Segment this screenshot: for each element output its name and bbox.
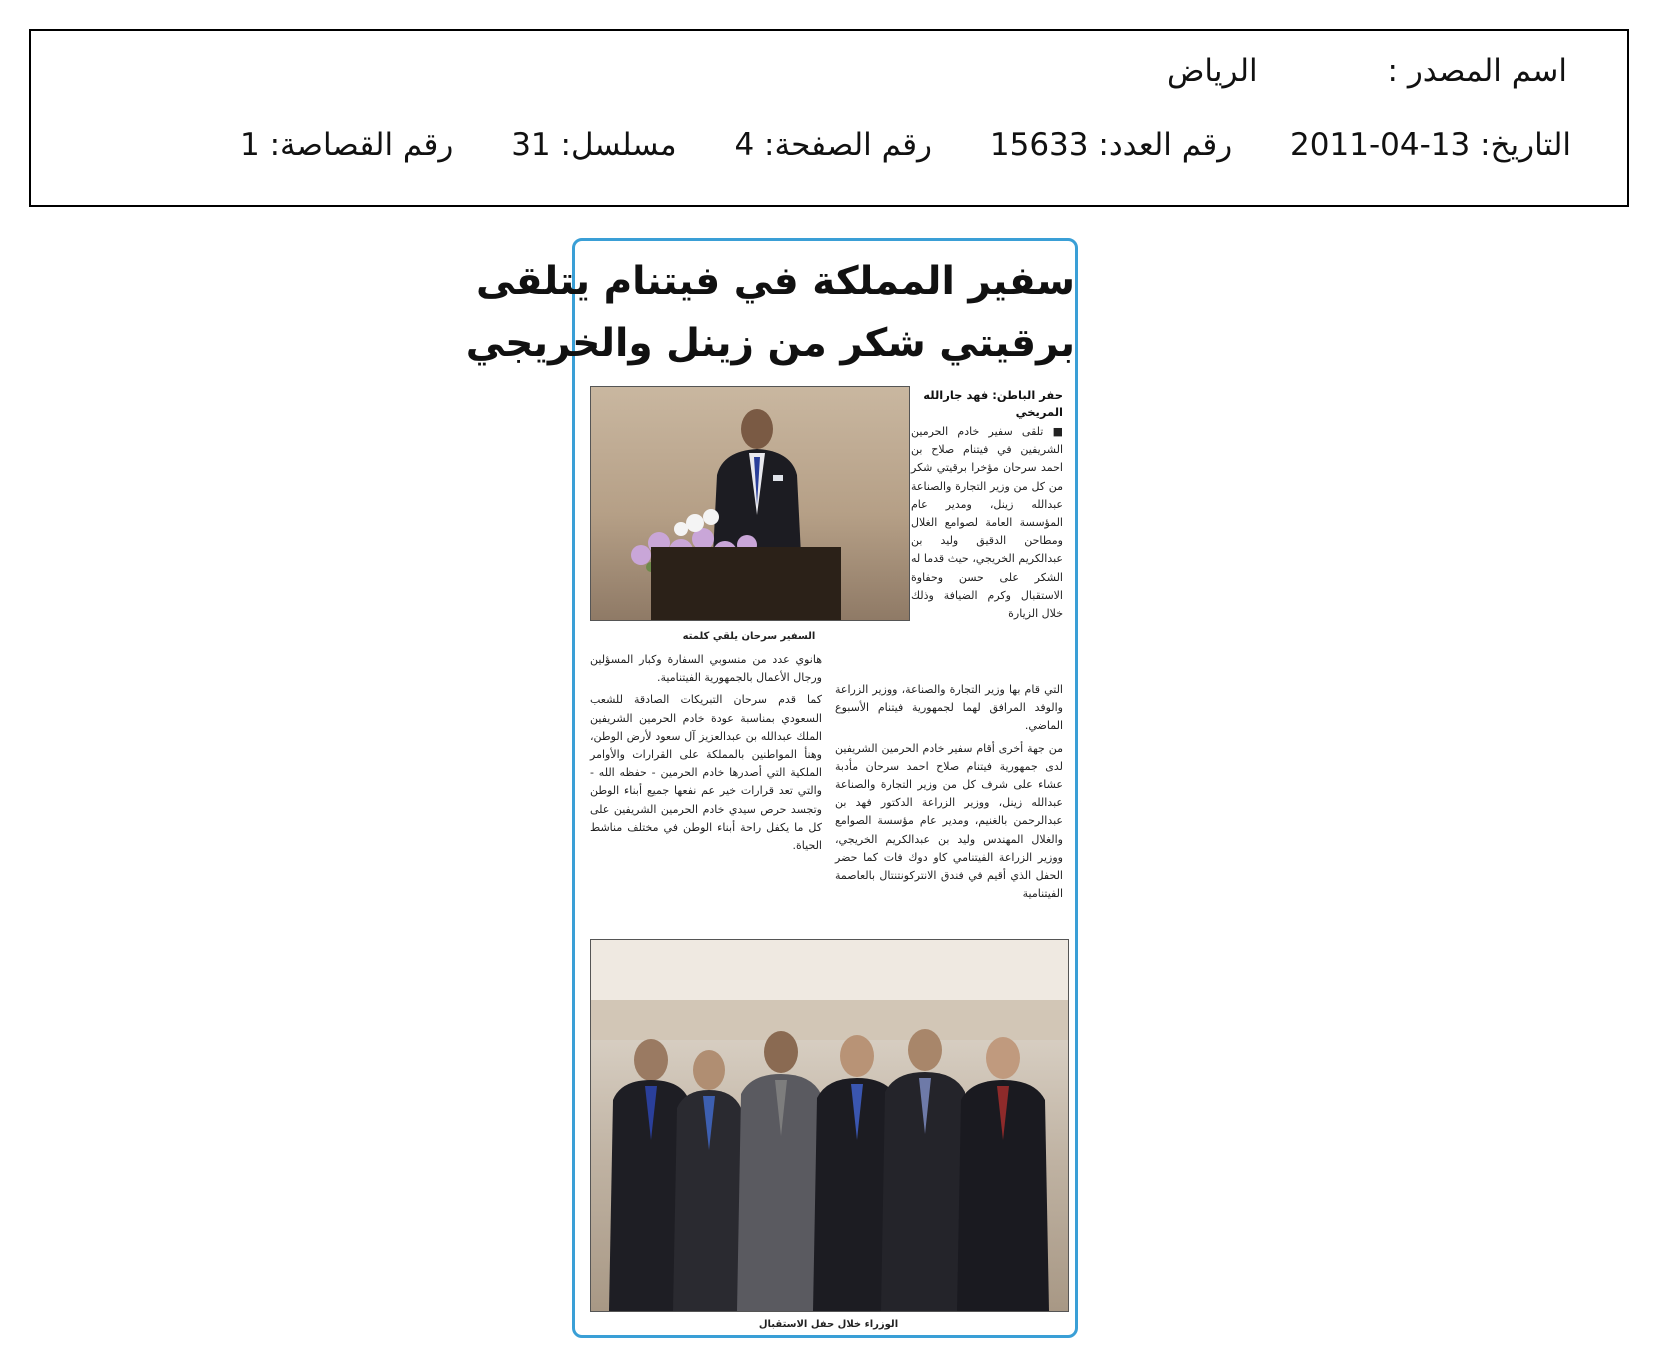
issue-number-field: رقم العدد: 15633 [989,127,1233,163]
page-number-field: رقم الصفحة: 4 [734,127,933,163]
article-column-right [911,423,1063,627]
ambassador-speech-photo [590,386,910,621]
headline-line-2: برقيتي شكر من زينل والخريجي [465,321,1075,366]
metadata-box [29,29,1629,207]
serial-field: مسلسل: 31 [511,127,677,163]
paragraph-3: هانوي عدد من منسوبي السفارة وكبار المسؤلين ورجال الأعمال بالجمهورية الفيتنامية. [590,653,822,685]
details-row [192,127,1571,163]
article-headline [465,251,1075,375]
article-column-left [590,651,822,859]
photo-caption-1: السفير سرحان يلقي كلمته [682,631,816,642]
clip-number-field: رقم القصاصة: 1 [240,127,454,163]
headline-line-1: سفير المملكة في فيتنام يتلقى [476,259,1075,304]
podium [651,547,841,620]
newspaper-clipping [465,238,1078,1338]
paragraph-2: من جهة أخرى أقام سفير خادم الحرمين الشريفين لدى جمهورية فيتنام صلاح احمد سرحان مأدبة عشاء على شرف كل من وزير التجارة والصناعة عبدالله زينل، ووزير الزراعة الدكتور فهد بن عبدالرحمن بالغنيم، ومدير عام مؤسسة الصوامع والغلال المهندس وليد بن عبدالكريم الخريجي، ووزير الزراعة الفيتنامي كاو دوك فات كما حضر الحفل الذي أقيم في فندق الانتركونتنتال بالعاصمة الفيتنامية [835,741,1063,901]
paragraph-4: كما قدم سرحان التبريكات الصادقة للشعب السعودي بمناسبة عودة خادم الحرمين الشريفين الملك عبدالله بن عبدالعزيز آل سعود لأرض الوطن، وهنأ المواطنين بالمملكة على القرارات والأوامر الملكية التي أصدرها خادم الحرمين - حفظه الله - والتي تعد قرارات خير عم نفعها جميع أبناء الوطن وتجسد حرص سيدي خادم الحرمين الشريفين على كل ما يكفل راحة أبناء الوطن في مختلف مناشط الحياة. [590,693,822,853]
paragraph-1-continued: التي قام بها وزير التجارة والصناعة، ووزير الزراعة والوفد المرافق لهما لجمهورية فيتنام الأسبوع الماضي. [835,683,1063,733]
source-row [1167,53,1567,89]
ministers-group-photo [590,939,1069,1312]
article-byline: حفر الباطن: فهد جارالله المريخي [923,388,1063,419]
paragraph-1: ■ تلقى سفير خادم الحرمين الشريفين في فيتنام صلاح بن احمد سرحان مؤخرا برقيتي شكر من كل من وزير التجارة والصناعة عبدالله زينل، ومدير عام المؤسسة العامة لصوامع الغلال ومطاحن الدقيق وليد بن عبدالكريم الخريجي، حيث قدما له الشكر على حسن وحفاوة الاستقبال وكرم الضيافة وذلك خلال الزيارة [911,425,1063,621]
group-of-people-icon [591,940,1068,1311]
article-column-right-lower [835,681,1063,907]
photo-caption-2: الوزراء خلال حفل الاستقبال [758,1319,899,1330]
source-value: الرياض [1166,53,1258,89]
date-field: التاريخ: 13-04-2011 [1290,127,1571,163]
source-label: اسم المصدر : [1387,53,1567,89]
